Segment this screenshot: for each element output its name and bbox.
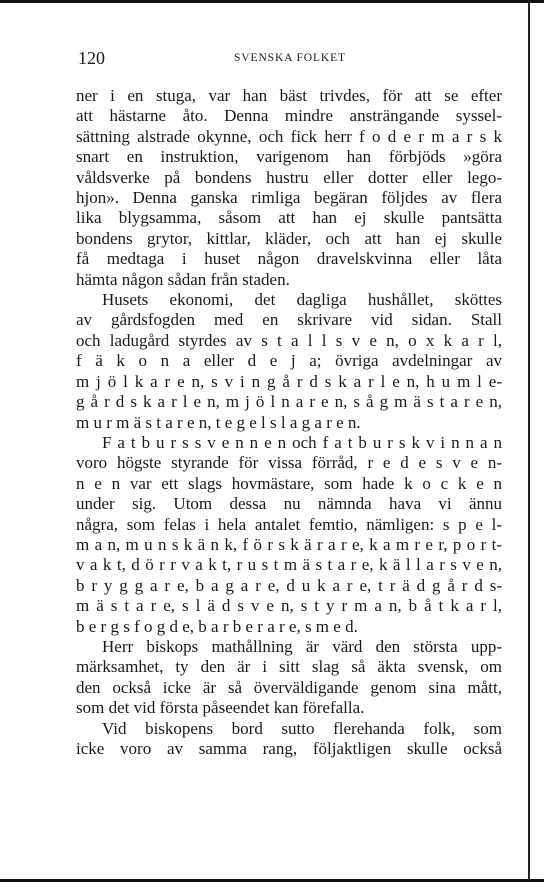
text-line: Vid biskopens bord sutto flerehanda folk, som [102, 718, 502, 738]
text-line: snart en instruktion, varigenom han förbjöds »göra [76, 147, 502, 167]
text-line: ner i en stuga, var han bäst trivdes, för att se efter [76, 86, 502, 105]
text-line: den också icke är så överväldigande genom sina mått, [76, 677, 502, 697]
right-edge-rule [528, 0, 530, 882]
text-line: några, som felas i hela antalet femtio, nämligen: s p e l- [76, 514, 502, 534]
text-line: som det vid första påseendet kan förefalla. [76, 698, 365, 718]
text-line: f ä k o n a eller d e j a; övriga avdelningar av [76, 351, 502, 371]
body-text [76, 86, 502, 759]
text-line: b r y g g a r e, b a g a r e, d u k a r e, t r ä d g å r d s- [76, 575, 502, 595]
text-line: m ä s t a r e, s l ä d s v e n, s t y r m a n, b å t k a r l, [76, 596, 502, 616]
text-line: Husets ekonomi, det dagliga hushållet, sköttes [102, 290, 502, 310]
text-line: och ladugård styrdes av s t a l l s v e n, o x k a r l, [76, 330, 502, 350]
text-line: av gårdsfogden med en skrivare vid sidan. Stall [76, 310, 502, 330]
page-header [78, 44, 502, 72]
text-line: b e r g s f o g d e, b a r b e r a r e, s m e d. [76, 616, 358, 636]
text-line: under sig. Utom dessa nu nämnda hava vi ännu [76, 494, 502, 514]
text-line: g å r d s k a r l e n, m j ö l n a r e n, s å g m ä s t a r e n, [76, 392, 502, 412]
text-line: märksamhet, ty den är i sitt slag så äkta svensk, om [76, 657, 502, 677]
text-line: att hästarne åto. Denna mindre ansträngande syssel- [76, 106, 502, 126]
top-edge-rule [0, 0, 544, 3]
text-line: voro högste styrande för vissa förråd, r e d e s v e n- [76, 453, 502, 473]
text-line: m a n, m u n s k ä n k, f ö r s k ä r a r e, k a m r e r, p o r t- [76, 534, 502, 554]
text-line: hjon». Denna ganska rimliga begäran följdes av flera [76, 188, 502, 208]
running-title: SVENSKA FOLKET [234, 52, 346, 64]
text-line: v a k t, d ö r r v a k t, r u s t m ä s t a r e, k ä l l a r s v e n, [76, 555, 502, 575]
text-line: m j ö l k a r e n, s v i n g å r d s k a r l e n, h u m l e- [76, 371, 502, 391]
text-line: lika blygsamma, såsom att han ej skulle pantsätta [76, 208, 502, 228]
text-line: bondens grytor, kittlar, kläder, och att han ej skulle [76, 228, 502, 248]
text-line: n e n var ett slags hovmästare, som hade k o c k e n [76, 473, 502, 493]
page-number: 120 [78, 48, 105, 68]
text-line: få medtaga i huset någon dravelskvinna eller låta [76, 249, 502, 269]
text-line: icke voro av samma rang, följaktligen skulle också [76, 739, 502, 758]
text-line: hämta någon sådan från staden. [76, 269, 290, 289]
text-line: Herr biskops mathållning är värd den största upp- [102, 636, 502, 656]
text-line: F a t b u r s s v e n n e n och f a t b u r s k v i n n a n [102, 432, 502, 452]
text-line: sättning alstrade okynne, och fick herr f o d e r m a r s k [76, 126, 502, 146]
text-line: våldsverke på bondens hustru eller dotter eller lego- [76, 167, 502, 187]
text-line: m u r m ä s t a r e n, t e g e l s l a g a r e n. [76, 412, 361, 432]
